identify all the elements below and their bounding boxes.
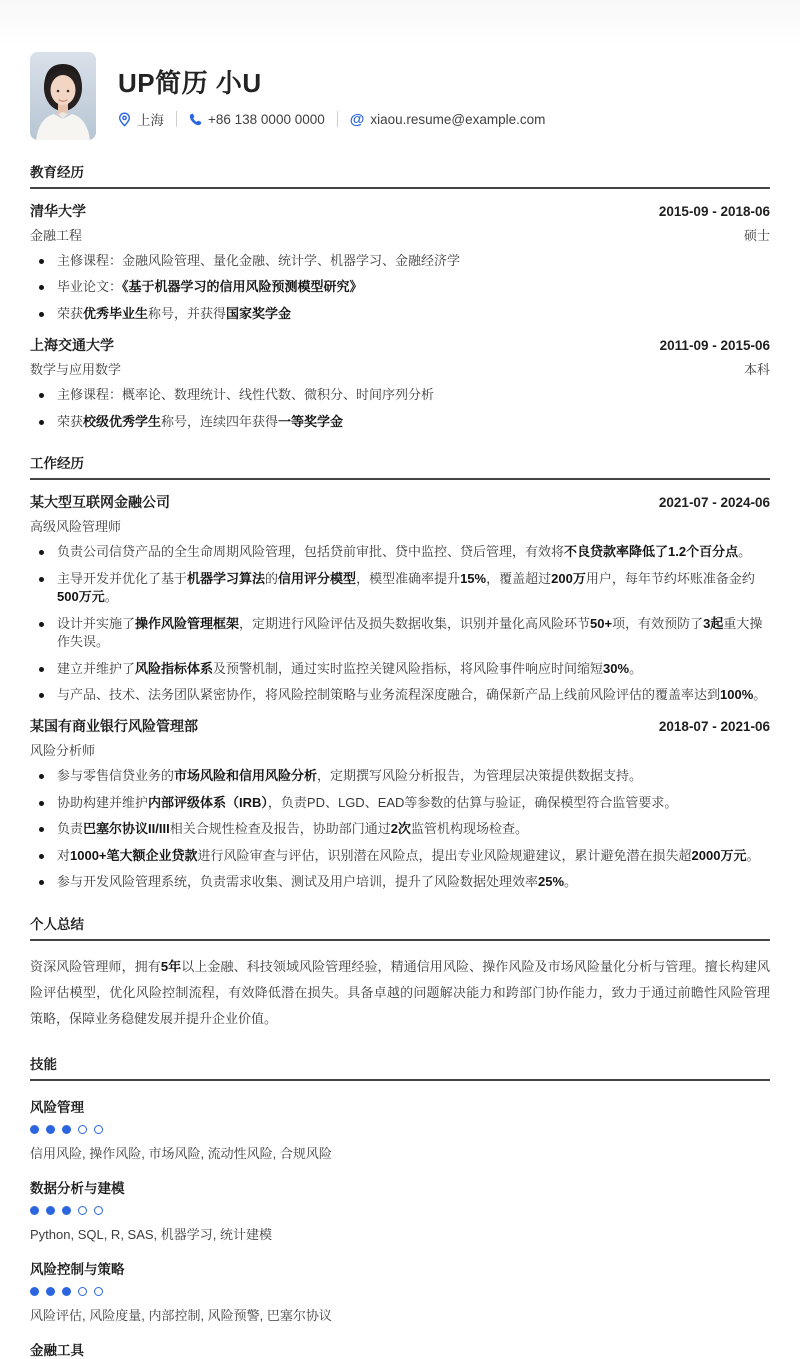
skill-dot-empty xyxy=(78,1287,87,1296)
text-bold: 100% xyxy=(720,686,754,702)
text-bold: 巴塞尔协议II/III xyxy=(83,821,170,837)
text-bold: 优秀毕业生 xyxy=(83,305,149,321)
contact-phone-text: +86 138 0000 0000 xyxy=(208,111,325,127)
entry-title: 上海交通大学 xyxy=(30,337,114,354)
text: 。 xyxy=(738,544,752,560)
profile-photo-illustration xyxy=(30,52,96,140)
section-summary xyxy=(30,913,770,1032)
skill-group xyxy=(30,1177,770,1243)
skill-dot-filled xyxy=(30,1287,39,1296)
bullet-dot xyxy=(39,693,44,698)
skill-dot-empty xyxy=(94,1206,103,1215)
text-bold: 操作风险管理框架 xyxy=(135,615,240,631)
entry-qualifier: 硕士 xyxy=(743,228,770,243)
entry-subtitle: 金融工程 xyxy=(30,228,83,243)
skill-dot-filled xyxy=(30,1125,39,1134)
text: 参与零售信贷业务的 xyxy=(57,768,175,784)
bullet-text xyxy=(57,615,770,652)
bullet-item xyxy=(30,615,770,652)
text-bold: 15% xyxy=(460,570,487,586)
text-bold: 2次 xyxy=(390,821,411,837)
contact-location xyxy=(118,109,164,129)
bullet-text xyxy=(57,570,770,607)
text: 以上金融、科技领域风险管理经验，精通信用风险、操作风险及市场风险量化分析与管理。擅长构建风险评估模型，优化风险控制流程，有效降低潜在损失。具备卓越的问题解决能力和跨部门协作能力，致力于通过前瞻性风险管理策略，保障业务稳健发展并提升企业价值。 xyxy=(30,958,770,1026)
summary-paragraph xyxy=(30,954,770,1032)
text-bold: 1000+笔大额企业贷款 xyxy=(70,847,198,863)
resume-header xyxy=(30,0,770,140)
entry-date: 2018-07 - 2021-06 xyxy=(658,719,770,735)
text: 主修课程：金融风险管理、量化金融、统计学、机器学习、金融经济学 xyxy=(57,253,461,268)
text: 重大操作失误。 xyxy=(57,615,763,650)
text-bold: 500万元 xyxy=(57,589,105,605)
bullet-text xyxy=(57,386,434,404)
text: 资深风险管理师，拥有 xyxy=(30,958,161,974)
bullet-item xyxy=(30,847,770,865)
text: 称号，并获得 xyxy=(148,305,227,321)
skill-items: 风险评估, 风险度量, 内部控制, 风险预警, 巴塞尔协议 xyxy=(30,1307,332,1323)
skill-group xyxy=(30,1339,770,1359)
bullet-text xyxy=(57,305,291,323)
contact-email-text: xiaou.resume@example.com xyxy=(370,111,546,127)
contact-separator xyxy=(337,111,338,127)
text: 对 xyxy=(57,847,71,863)
bullet-text xyxy=(57,794,677,812)
bullet-dot xyxy=(39,880,44,885)
text: 荣获 xyxy=(57,305,84,321)
bullet-dot xyxy=(39,622,44,627)
section-education xyxy=(30,161,770,431)
bullet-item xyxy=(30,820,770,838)
entry-bullet-list xyxy=(30,543,770,704)
text-bold: 25% xyxy=(538,874,565,890)
bullet-item xyxy=(30,873,770,891)
text-bold: 5年 xyxy=(160,958,182,974)
contact-row xyxy=(118,109,545,129)
text: 。 xyxy=(753,686,767,702)
entry-date: 2015-09 - 2018-06 xyxy=(658,204,770,219)
bullet-text xyxy=(57,820,528,838)
bullet-dot xyxy=(39,420,44,425)
text: 称号，连续四年获得 xyxy=(161,413,279,429)
skill-group-name: 金融工具 xyxy=(30,1342,84,1358)
skill-rating xyxy=(30,1287,770,1296)
bullet-dot xyxy=(39,312,44,317)
resume-entry xyxy=(30,716,770,891)
text: 协助构建并维护 xyxy=(57,794,149,810)
bullet-dot xyxy=(39,827,44,832)
skill-dot-filled xyxy=(62,1125,71,1134)
skill-items: 信用风险, 操作风险, 市场风险, 流动性风险, 合规风险 xyxy=(30,1145,332,1161)
text: 主修课程：概率论、数理统计、线性代数、微积分、时间序列分析 xyxy=(57,387,435,403)
bullet-dot xyxy=(39,774,44,779)
bullet-dot xyxy=(39,801,44,806)
section-work xyxy=(30,452,770,891)
entry-bullet-list xyxy=(30,386,770,431)
contact-email xyxy=(350,112,546,127)
text-bold: 《基于机器学习的信用风险预测模型研究》 xyxy=(122,279,363,295)
text-bold: 市场风险和信用风险分析 xyxy=(174,768,318,784)
education-entries xyxy=(30,201,770,431)
bullet-dot xyxy=(39,393,44,398)
bullet-text xyxy=(57,543,751,561)
bullet-dot xyxy=(39,854,44,859)
work-entries xyxy=(30,492,770,891)
skill-dot-filled xyxy=(62,1287,71,1296)
text-bold: 3起 xyxy=(703,615,724,631)
text-bold: 机器学习算法 xyxy=(187,570,266,586)
skill-group-name: 数据分析与建模 xyxy=(30,1180,125,1196)
contact-phone xyxy=(189,112,325,127)
text: 进行风险审查与评估，识别潜在风险点，提出专业风险规避建议，累计避免潜在损失超 xyxy=(197,847,692,863)
text: 主导开发并优化了基于 xyxy=(57,570,188,586)
bullet-item xyxy=(30,660,770,678)
skill-group xyxy=(30,1258,770,1324)
text: 与产品、技术、法务团队紧密协作，将风险控制策略与业务流程深度融合，确保新产品上线前风险评估的覆盖率达到 xyxy=(57,686,721,702)
entry-date: 2021-07 - 2024-06 xyxy=(658,495,770,511)
text: 项，有效预防了 xyxy=(612,615,704,631)
skill-rating xyxy=(30,1206,770,1215)
skill-group-name: 风险管理 xyxy=(30,1099,84,1115)
entry-subtitle: 数学与应用数学 xyxy=(30,362,122,378)
bullet-text xyxy=(57,252,460,270)
text: 参与开发风险管理系统，负责需求收集、测试及用户培训，提升了风险数据处理效率 xyxy=(57,874,539,890)
text: ，覆盖超过 xyxy=(486,570,552,586)
skill-rating xyxy=(30,1125,770,1134)
skill-dot-empty xyxy=(94,1125,103,1134)
text: 用户，每年节约坏账准备金约 xyxy=(585,570,755,586)
text: 。 xyxy=(104,589,118,605)
skill-dot-empty xyxy=(78,1206,87,1215)
bullet-dot xyxy=(39,550,44,555)
entry-title: 某大型互联网金融公司 xyxy=(30,494,170,511)
skill-groups xyxy=(30,1096,770,1359)
resume-entry xyxy=(30,201,770,323)
section-skills xyxy=(30,1053,770,1359)
text: 建立并维护了 xyxy=(57,660,136,676)
skill-dot-filled xyxy=(46,1206,55,1215)
skill-dot-filled xyxy=(30,1206,39,1215)
profile-photo xyxy=(30,52,96,140)
text-bold: 30% xyxy=(603,660,630,676)
section-title-skills: 技能 xyxy=(30,1053,770,1081)
text-bold: 校级优秀学生 xyxy=(83,413,162,429)
text-bold: 国家奖学金 xyxy=(226,305,292,321)
text: 的 xyxy=(265,570,279,586)
bullet-item xyxy=(30,305,770,323)
text: 监管机构现场检查。 xyxy=(410,821,528,837)
section-title-education: 教育经历 xyxy=(30,161,770,189)
entry-title: 某国有商业银行风险管理部 xyxy=(30,718,198,735)
skill-group-name: 风险控制与策略 xyxy=(30,1261,125,1277)
skill-items: Python, SQL, R, SAS, 机器学习, 统计建模 xyxy=(30,1226,273,1242)
text: 。 xyxy=(564,874,578,890)
section-title-work: 工作经历 xyxy=(30,452,770,480)
resume-entry xyxy=(30,335,770,431)
bullet-text xyxy=(57,278,363,296)
bullet-dot xyxy=(39,285,44,290)
candidate-name: UP简历 小U xyxy=(118,68,262,98)
entry-date: 2011-09 - 2015-06 xyxy=(659,338,770,354)
contact-location-text: 上海 xyxy=(137,113,164,128)
bullet-item xyxy=(30,278,770,296)
text: 相关合规性检查及报告，协助部门通过 xyxy=(169,821,391,837)
text-bold: 200万 xyxy=(551,570,586,586)
email-icon: @ xyxy=(349,110,365,128)
text: 。 xyxy=(629,660,643,676)
text-bold: 内部评级体系（IRB） xyxy=(148,794,268,810)
entry-subtitle: 风险分析师 xyxy=(30,743,96,759)
entry-bullet-list xyxy=(30,252,770,323)
bullet-item xyxy=(30,794,770,812)
bullet-item xyxy=(30,252,770,270)
text: 荣获 xyxy=(57,413,84,429)
section-title-summary: 个人总结 xyxy=(30,913,770,941)
bullet-text xyxy=(57,873,577,891)
bullet-item xyxy=(30,543,770,561)
bullet-text xyxy=(57,686,766,704)
resume-entry xyxy=(30,492,770,704)
text-bold: 2000万元 xyxy=(691,847,747,863)
text-bold: 一等奖学金 xyxy=(278,413,344,429)
bullet-text xyxy=(57,413,343,431)
bullet-text xyxy=(57,847,759,865)
bullet-dot xyxy=(39,577,44,582)
text: ，定期进行风险评估及损失数据收集，识别并量化高风险环节 xyxy=(239,615,591,631)
skill-dot-filled xyxy=(62,1206,71,1215)
bullet-dot xyxy=(39,667,44,672)
text-bold: 信用评分模型 xyxy=(278,570,357,586)
bullet-item xyxy=(30,767,770,785)
header-info xyxy=(118,63,545,129)
text-bold: 风险指标体系 xyxy=(135,660,214,676)
text: ，模型准确率提升 xyxy=(356,570,461,586)
skill-group xyxy=(30,1096,770,1162)
text: 设计并实施了 xyxy=(57,615,136,631)
text: 负责公司信贷产品的全生命周期风险管理，包括贷前审批、贷中监控、贷后管理，有效将 xyxy=(57,544,565,560)
bullet-item xyxy=(30,570,770,607)
text: 及预警机制，通过实时监控关键风险指标，将风险事件响应时间缩短 xyxy=(213,660,604,676)
location-icon xyxy=(118,112,131,127)
bullet-item xyxy=(30,413,770,431)
bullet-item xyxy=(30,686,770,704)
skill-dot-filled xyxy=(46,1125,55,1134)
text-bold: 不良贷款率降低了1.2个百分点 xyxy=(564,544,739,560)
bullet-text xyxy=(57,767,642,785)
bullet-text xyxy=(57,660,642,678)
text: 毕业论文： xyxy=(57,279,123,295)
skill-dot-empty xyxy=(94,1287,103,1296)
contact-separator xyxy=(176,111,177,127)
skill-dot-filled xyxy=(46,1287,55,1296)
text-bold: 50+ xyxy=(590,615,613,631)
phone-icon xyxy=(189,113,202,126)
bullet-dot xyxy=(39,259,44,264)
entry-title: 清华大学 xyxy=(30,203,86,219)
text: ，负责PD、LGD、EAD等参数的估算与验证，确保模型符合监管要求。 xyxy=(267,794,678,810)
text: 负责 xyxy=(57,821,84,837)
text: 。 xyxy=(746,847,760,863)
entry-bullet-list xyxy=(30,767,770,891)
entry-qualifier: 本科 xyxy=(743,362,770,378)
entry-subtitle: 高级风险管理师 xyxy=(30,519,122,535)
skill-dot-empty xyxy=(78,1125,87,1134)
text: ，定期撰写风险分析报告，为管理层决策提供数据支持。 xyxy=(317,768,643,784)
bullet-item xyxy=(30,386,770,404)
